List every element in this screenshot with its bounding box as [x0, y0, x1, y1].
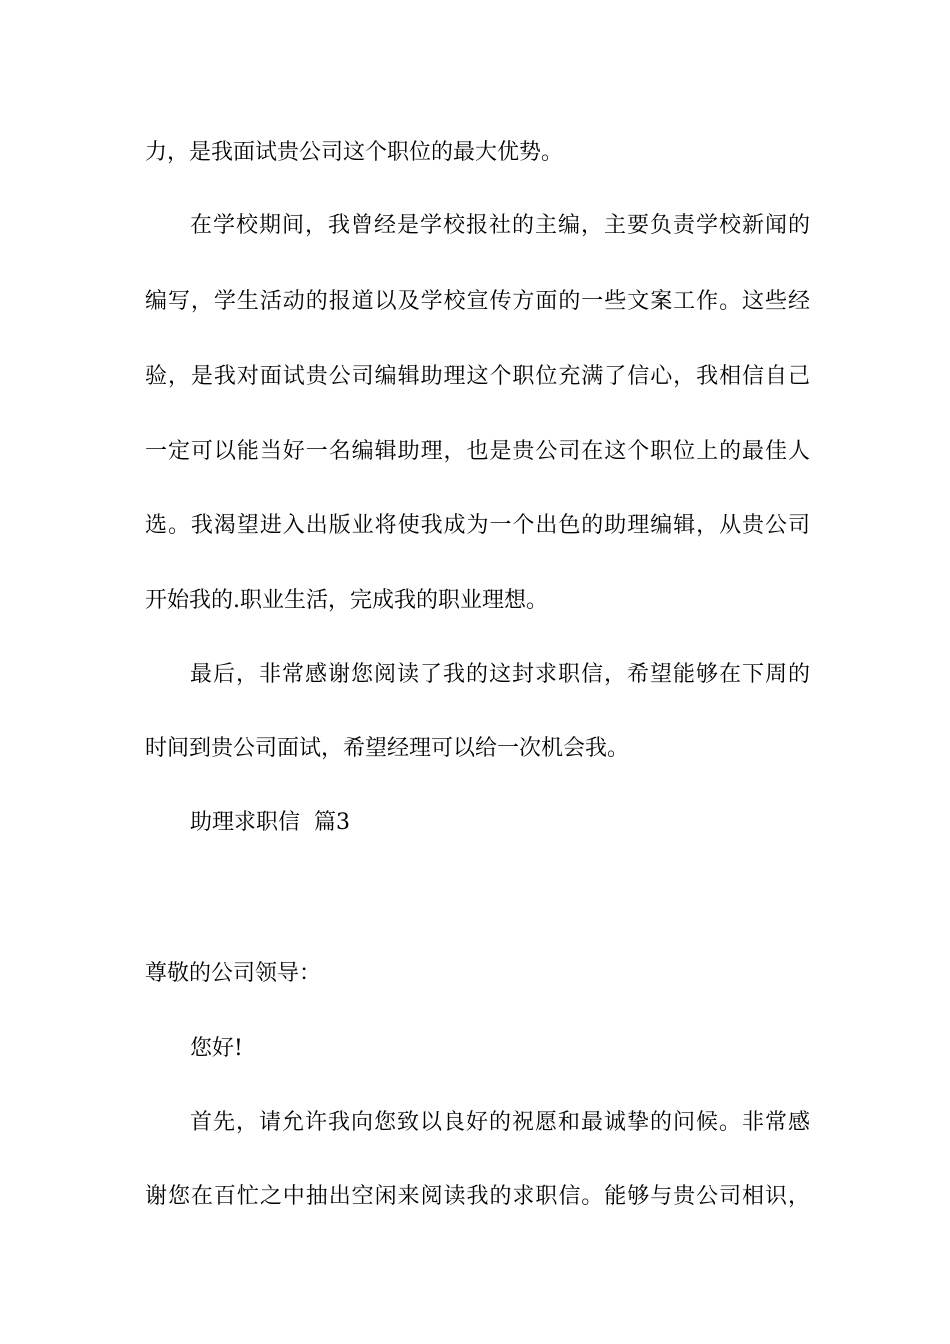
- paragraph-line: 最后，非常感谢您阅读了我的这封求职信，希望能够在下周的: [190, 662, 810, 687]
- paragraph-line: 时间到贵公司面试，希望经理可以给一次机会我。: [145, 736, 630, 761]
- paragraph-line: 编写，学生活动的报道以及学校宣传方面的一些文案工作。这些经: [145, 289, 810, 314]
- paragraph-line: 力，是我面试贵公司这个职位的最大优势。: [145, 140, 564, 165]
- greeting: 您好!: [190, 1036, 243, 1061]
- section-heading: 助理求职信 篇3: [190, 810, 350, 835]
- paragraph-line: 开始我的.职业生活，完成我的职业理想。: [145, 588, 548, 613]
- paragraph-line: 验，是我对面试贵公司编辑助理这个职位充满了信心，我相信自己: [145, 364, 810, 389]
- salutation: 尊敬的公司领导：: [145, 961, 322, 986]
- paragraph-line: 谢您在百忙之中抽出空闲来阅读我的求职信。能够与贵公司相识，: [145, 1184, 810, 1209]
- paragraph-line: 首先，请允许我向您致以良好的祝愿和最诚挚的问候。非常感: [190, 1110, 810, 1135]
- paragraph-line: 一定可以能当好一名编辑助理，也是贵公司在这个职位上的最佳人: [145, 439, 810, 464]
- paragraph-line: 在学校期间，我曾经是学校报社的主编，主要负责学校新闻的: [190, 213, 810, 238]
- paragraph-line: 选。我渴望进入出版业将使我成为一个出色的助理编辑，从贵公司: [145, 513, 810, 538]
